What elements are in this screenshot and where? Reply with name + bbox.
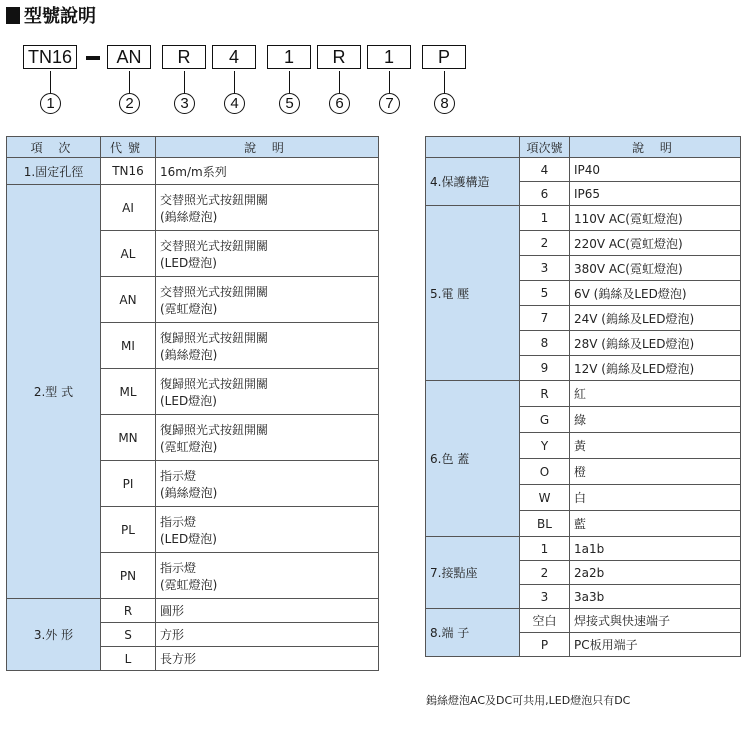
desc-line: 復歸照光式按鈕開關 [160, 376, 269, 391]
position-circle-3: 3 [174, 93, 195, 114]
desc-line: (鎢絲燈泡) [160, 485, 218, 500]
table-row [7, 185, 379, 231]
code-box-7: 1 [367, 45, 411, 69]
code-cell: W [520, 485, 570, 511]
connector-line [339, 71, 340, 93]
footnote: 鎢絲燈泡AC及DC可共用,LED燈泡只有DC [426, 694, 631, 707]
header-code: 項次號 [520, 137, 570, 158]
desc-cell: 380V AC(霓虹燈泡) [570, 256, 741, 281]
desc-cell: 長方形 [156, 647, 379, 671]
code-cell: PI [101, 461, 156, 507]
code-cell: R [520, 381, 570, 407]
code-cell: 9 [520, 356, 570, 381]
connector-line [234, 71, 235, 93]
desc-line: (鎢絲燈泡) [160, 209, 218, 224]
header-item [426, 137, 520, 158]
code-cell: 1 [520, 537, 570, 561]
code-cell: 7 [520, 306, 570, 331]
code-cell: 8 [520, 331, 570, 356]
desc-cell: 220V AC(霓虹燈泡) [570, 231, 741, 256]
code-box-1: TN16 [23, 45, 77, 69]
page-title [6, 2, 96, 28]
desc-cell: 圓形 [156, 599, 379, 623]
desc-line: (霓虹燈泡) [160, 577, 218, 592]
desc-line: 復歸照光式按鈕開關 [160, 330, 269, 345]
desc-cell: 6V (鎢絲及LED燈泡) [570, 281, 741, 306]
desc-cell [156, 507, 379, 553]
code-cell: 5 [520, 281, 570, 306]
desc-cell: IP40 [570, 158, 741, 182]
code-cell: ML [101, 369, 156, 415]
desc-cell: 黃 [570, 433, 741, 459]
desc-line: 指示燈 [160, 560, 197, 575]
code-cell: Y [520, 433, 570, 459]
desc-line: 指示燈 [160, 468, 197, 483]
position-circle-2: 2 [119, 93, 140, 114]
desc-cell: 橙 [570, 459, 741, 485]
desc-cell: 28V (鎢絲及LED燈泡) [570, 331, 741, 356]
model-code-row [0, 45, 750, 71]
table-row [426, 609, 741, 633]
code-cell: L [101, 647, 156, 671]
desc-line: (LED燈泡) [160, 393, 217, 408]
left-spec-table [6, 136, 379, 671]
header-code: 代號 [101, 137, 156, 158]
desc-cell [156, 277, 379, 323]
desc-line: (鎢絲燈泡) [160, 347, 218, 362]
code-cell: PN [101, 553, 156, 599]
table-row [426, 537, 741, 561]
desc-cell [156, 415, 379, 461]
code-cell: MI [101, 323, 156, 369]
desc-cell: 1a1b [570, 537, 741, 561]
code-cell: 3 [520, 585, 570, 609]
desc-cell [156, 231, 379, 277]
code-cell: O [520, 459, 570, 485]
title-square-icon [6, 7, 20, 24]
desc-cell: 綠 [570, 407, 741, 433]
code-box-5: 1 [267, 45, 311, 69]
desc-cell: 3a3b [570, 585, 741, 609]
code-cell: AL [101, 231, 156, 277]
table-row [7, 599, 379, 623]
desc-cell: 2a2b [570, 561, 741, 585]
group-cell: 5.電 壓 [426, 206, 520, 381]
desc-cell: IP65 [570, 182, 741, 206]
code-cell: S [101, 623, 156, 647]
desc-line: (霓虹燈泡) [160, 301, 218, 316]
group-cell: 3.外 形 [7, 599, 101, 671]
code-dash [86, 56, 100, 60]
code-cell: AI [101, 185, 156, 231]
code-cell: 1 [520, 206, 570, 231]
group-cell: 4.保護構造 [426, 158, 520, 206]
table-row [426, 206, 741, 231]
code-cell: MN [101, 415, 156, 461]
header-desc: 說 明 [570, 137, 741, 158]
desc-cell: 白 [570, 485, 741, 511]
position-circle-7: 7 [379, 93, 400, 114]
desc-cell: PC板用端子 [570, 633, 741, 657]
code-cell: 2 [520, 561, 570, 585]
desc-line: 指示燈 [160, 514, 197, 529]
code-box-3: R [162, 45, 206, 69]
group-cell: 8.端 子 [426, 609, 520, 657]
desc-line: 交替照光式按鈕開關 [160, 192, 269, 207]
group-cell: 1.固定孔徑 [7, 158, 101, 185]
desc-cell: 藍 [570, 511, 741, 537]
connector-line [50, 71, 51, 93]
desc-cell: 焊接式與快速端子 [570, 609, 741, 633]
desc-cell [156, 185, 379, 231]
desc-cell: 12V (鎢絲及LED燈泡) [570, 356, 741, 381]
code-cell: G [520, 407, 570, 433]
connector-line [389, 71, 390, 93]
code-box-6: R [317, 45, 361, 69]
table-header-row [426, 137, 741, 158]
position-circle-6: 6 [329, 93, 350, 114]
desc-cell: 16m/m系列 [156, 158, 379, 185]
desc-cell: 方形 [156, 623, 379, 647]
table-row [426, 381, 741, 407]
table-row [7, 158, 379, 185]
code-cell: 空白 [520, 609, 570, 633]
title-text: 型號說明 [24, 6, 96, 27]
group-cell: 6.色 蓋 [426, 381, 520, 537]
code-cell: BL [520, 511, 570, 537]
header-desc: 說 明 [156, 137, 379, 158]
code-box-2: AN [107, 45, 151, 69]
desc-cell [156, 323, 379, 369]
desc-cell: 紅 [570, 381, 741, 407]
code-cell: 4 [520, 158, 570, 182]
position-circle-1: 1 [40, 93, 61, 114]
connector-line [289, 71, 290, 93]
desc-cell [156, 369, 379, 415]
code-cell: R [101, 599, 156, 623]
code-cell: TN16 [101, 158, 156, 185]
group-cell: 2.型 式 [7, 185, 101, 599]
desc-line: (LED燈泡) [160, 255, 217, 270]
code-cell: 2 [520, 231, 570, 256]
group-cell: 7.接點座 [426, 537, 520, 609]
desc-line: 交替照光式按鈕開關 [160, 238, 269, 253]
code-cell: AN [101, 277, 156, 323]
desc-line: (LED燈泡) [160, 531, 217, 546]
desc-cell: 110V AC(霓虹燈泡) [570, 206, 741, 231]
connector-line [444, 71, 445, 93]
code-cell: PL [101, 507, 156, 553]
table-row [426, 158, 741, 182]
position-circle-4: 4 [224, 93, 245, 114]
desc-cell: 24V (鎢絲及LED燈泡) [570, 306, 741, 331]
right-spec-table [425, 136, 741, 657]
connector-line [129, 71, 130, 93]
code-box-8: P [422, 45, 466, 69]
desc-line: 復歸照光式按鈕開關 [160, 422, 269, 437]
desc-line: 交替照光式按鈕開關 [160, 284, 269, 299]
desc-line: (霓虹燈泡) [160, 439, 218, 454]
table-header-row [7, 137, 379, 158]
connector-line [184, 71, 185, 93]
header-item: 項 次 [7, 137, 101, 158]
desc-cell [156, 553, 379, 599]
code-cell: 6 [520, 182, 570, 206]
code-cell: 3 [520, 256, 570, 281]
code-box-4: 4 [212, 45, 256, 69]
position-circle-8: 8 [434, 93, 455, 114]
position-circle-5: 5 [279, 93, 300, 114]
desc-cell [156, 461, 379, 507]
code-cell: P [520, 633, 570, 657]
